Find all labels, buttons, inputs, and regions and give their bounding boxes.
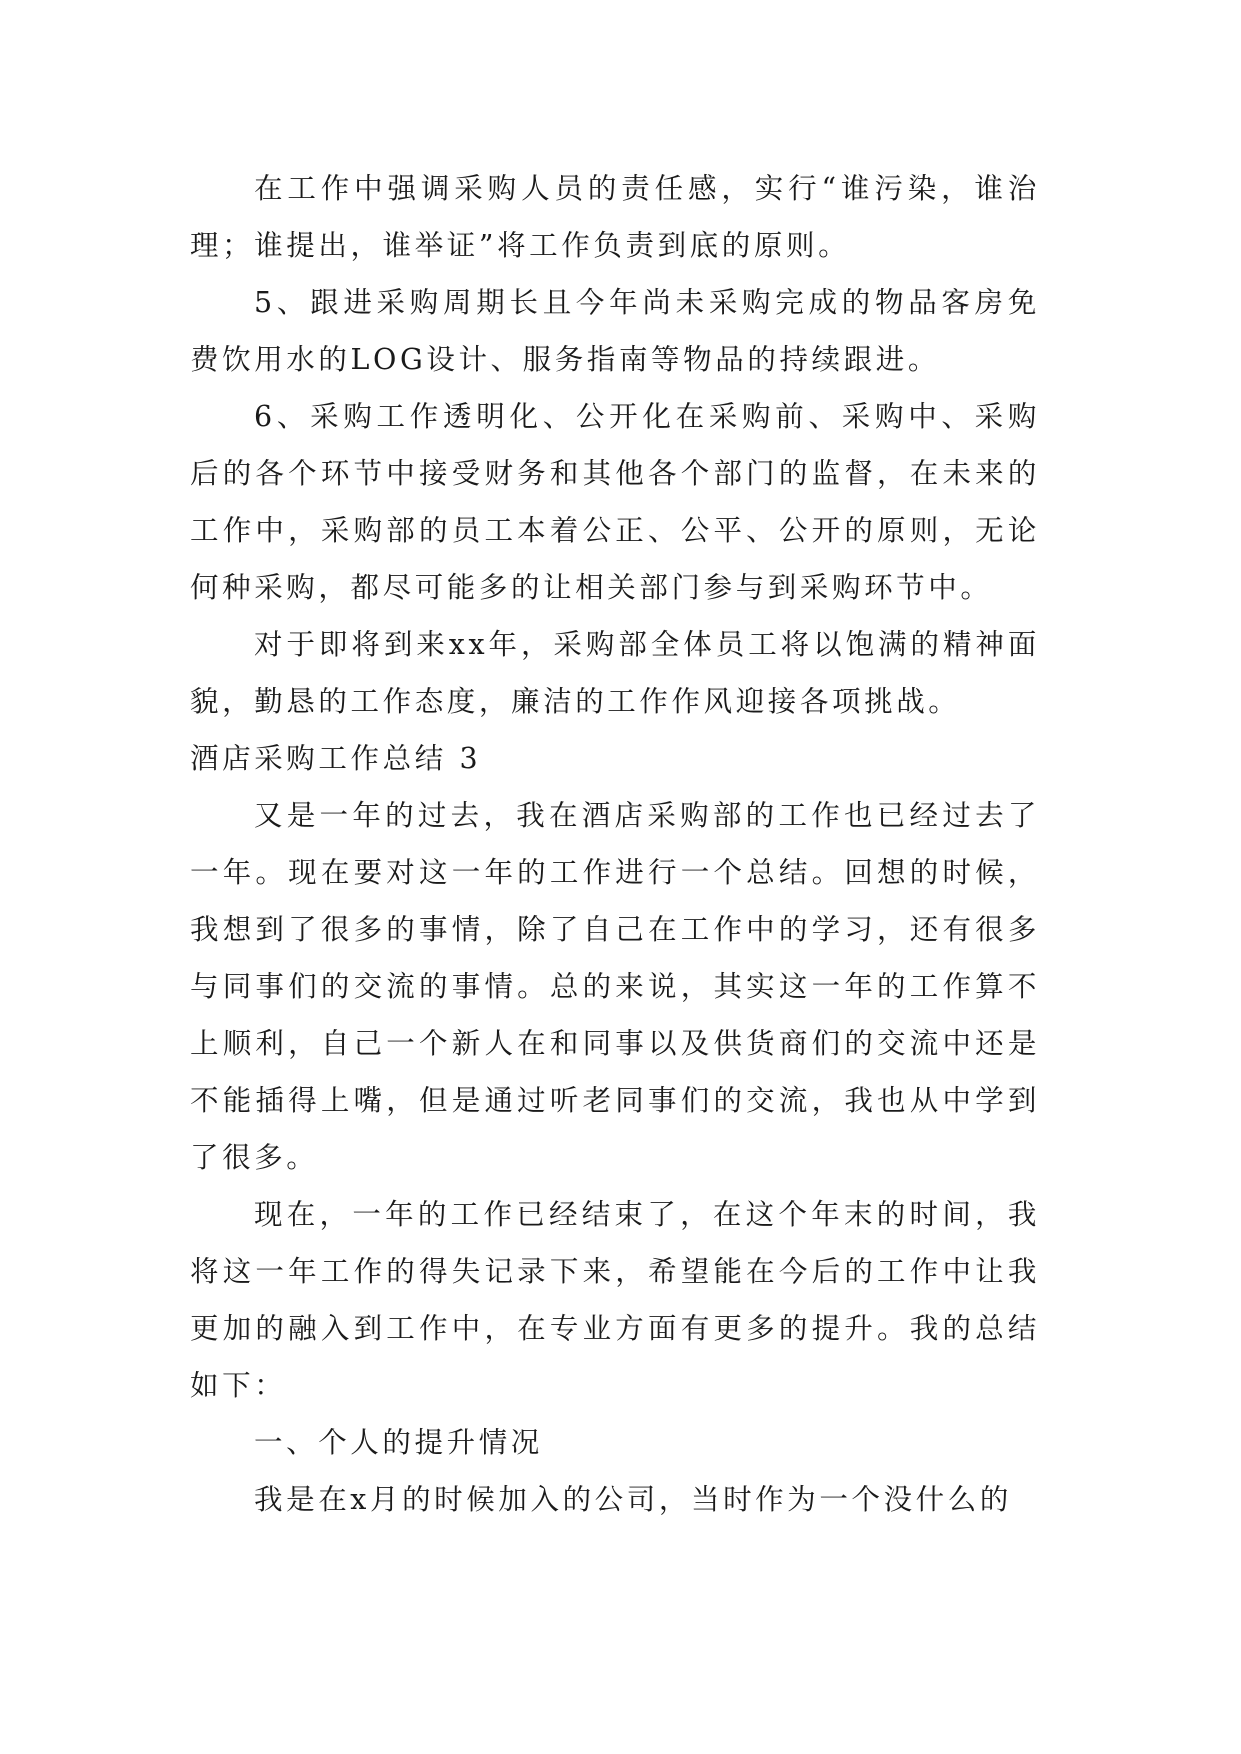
paragraph-item-6: 6、采购工作透明化、公开化在采购前、采购中、采购后的各个环节中接受财务和其他各个部门的监督，在未来的工作中，采购部的员工本着公正、公平、公开的原则，无论何种采购，都尽可能多的让相关部门参与到采购环节中。 (190, 400, 1040, 604)
document-body (190, 160, 1040, 1528)
paragraph-summary-intro: 现在，一年的工作已经结束了，在这个年末的时间，我将这一年工作的得失记录下来，希望能在今后的工作中让我更加的融入到工作中，在专业方面有更多的提升。我的总结如下： (190, 1198, 1040, 1402)
subheading-personal-growth: 一、个人的提升情况 (254, 1426, 543, 1459)
paragraph-responsibility: 在工作中强调采购人员的责任感，实行“谁污染，谁治理；谁提出，谁举证”将工作负责到底的原则。 (190, 172, 1040, 262)
paragraph-next-year: 对于即将到来xx年，采购部全体员工将以饱满的精神面貌，勤恳的工作态度，廉洁的工作作风迎接各项挑战。 (190, 628, 1040, 718)
section-heading: 酒店采购工作总结 3 (190, 742, 482, 775)
paragraph-item-5: 5、跟进采购周期长且今年尚未采购完成的物品客房免费饮用水的LOG设计、服务指南等物品的持续跟进。 (190, 286, 1040, 376)
paragraph-year-review: 又是一年的过去，我在酒店采购部的工作也已经过去了一年。现在要对这一年的工作进行一个总结。回想的时候，我想到了很多的事情，除了自己在工作中的学习，还有很多与同事们的交流的事情。总的来说，其实这一年的工作算不上顺利，自己一个新人在和同事以及供货商们的交流中还是不能插得上嘴，但是通过听老同事们的交流，我也从中学到了很多。 (190, 799, 1040, 1174)
paragraph-joined-company: 我是在x月的时候加入的公司，当时作为一个没什么的 (254, 1483, 1012, 1516)
